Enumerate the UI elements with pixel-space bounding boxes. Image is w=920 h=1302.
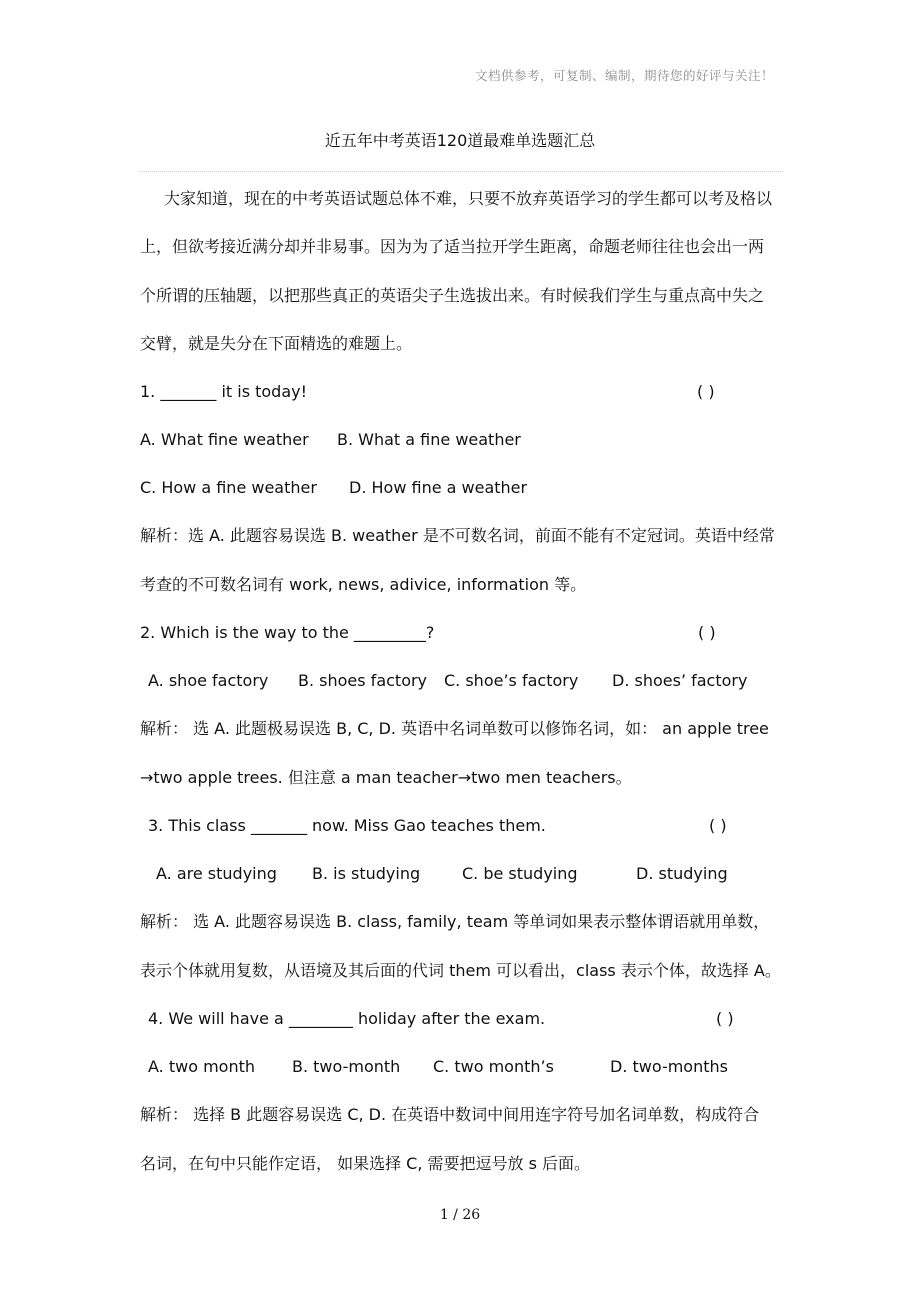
option: C. be studying — [462, 864, 578, 883]
option: C. shoe’s factory — [444, 671, 579, 690]
option: D. How fine a weather — [349, 478, 528, 497]
option: A. What fine weather — [140, 430, 309, 449]
title-divider — [140, 171, 783, 172]
option: C. How a fine weather — [140, 478, 317, 497]
option: B. two-month — [292, 1057, 401, 1076]
answer-paren: ( ) — [697, 382, 715, 401]
option: B. is studying — [312, 864, 421, 883]
header-note: 文档供参考，可复制、编制，期待您的好评与关注！ — [474, 68, 774, 83]
analysis-line: →two apple trees. 但注意 a man teacher→two men teachers。 — [140, 768, 632, 787]
option: A. shoe factory — [148, 671, 269, 690]
analysis-line: 解析： 选 A. 此题容易误选 B. class, family, team 等单词如果表示整体谓语就用单数， — [140, 912, 770, 931]
question-stem: 1. _______ it is today! — [140, 382, 308, 401]
analysis-line: 解析：选 A. 此题容易误选 B. weather 是不可数名词，前面不能有不定冠词。英语中经常 — [140, 526, 775, 545]
option: D. studying — [636, 864, 728, 883]
option: A. two month — [148, 1057, 255, 1076]
analysis-line: 表示个体就用复数，从语境及其后面的代词 them 可以看出，class 表示个体，故选择 A。 — [140, 961, 781, 980]
page-title: 近五年中考英语120道最难单选题汇总 — [324, 131, 596, 150]
analysis-line: 考查的不可数名词有 work, news, adivice, information 等。 — [140, 575, 587, 594]
intro-line: 上，但欲考接近满分却并非易事。因为为了适当拉开学生距离，命题老师往往也会出一两 — [140, 237, 765, 256]
answer-paren: ( ) — [709, 816, 727, 835]
intro-line: 交臂，就是失分在下面精选的难题上。 — [140, 334, 413, 353]
option: B. What a fine weather — [337, 430, 521, 449]
question-stem: 4. We will have a ________ holiday after the exam. — [148, 1009, 546, 1028]
analysis-line: 解析： 选 A. 此题极易误选 B, C, D. 英语中名词单数可以修饰名词，如： an apple tree — [140, 719, 769, 738]
question-stem: 2. Which is the way to the _________? — [140, 623, 435, 642]
option: D. two-months — [610, 1057, 728, 1076]
option: D. shoes’ factory — [612, 671, 748, 690]
analysis-line: 名词，在句中只能作定语， 如果选择 C, 需要把逗号放 s 后面。 — [140, 1154, 591, 1173]
page-number: 1 / 26 — [439, 1207, 481, 1223]
option: B. shoes factory — [298, 671, 428, 690]
option: C. two month’s — [433, 1057, 554, 1076]
intro-line: 大家知道，现在的中考英语试题总体不难，只要不放弃英语学习的学生都可以考及格以 — [164, 189, 773, 208]
answer-paren: ( ) — [716, 1009, 734, 1028]
analysis-line: 解析： 选择 B 此题容易误选 C, D. 在英语中数词中间用连字符号加名词单数，构成符合 — [140, 1105, 760, 1124]
answer-paren: ( ) — [698, 623, 716, 642]
question-stem: 3. This class _______ now. Miss Gao teaches them. — [148, 816, 546, 835]
intro-line: 个所谓的压轴题，以把那些真正的英语尖子生选拔出来。有时候我们学生与重点高中失之 — [140, 286, 765, 305]
option: A. are studying — [156, 864, 277, 883]
